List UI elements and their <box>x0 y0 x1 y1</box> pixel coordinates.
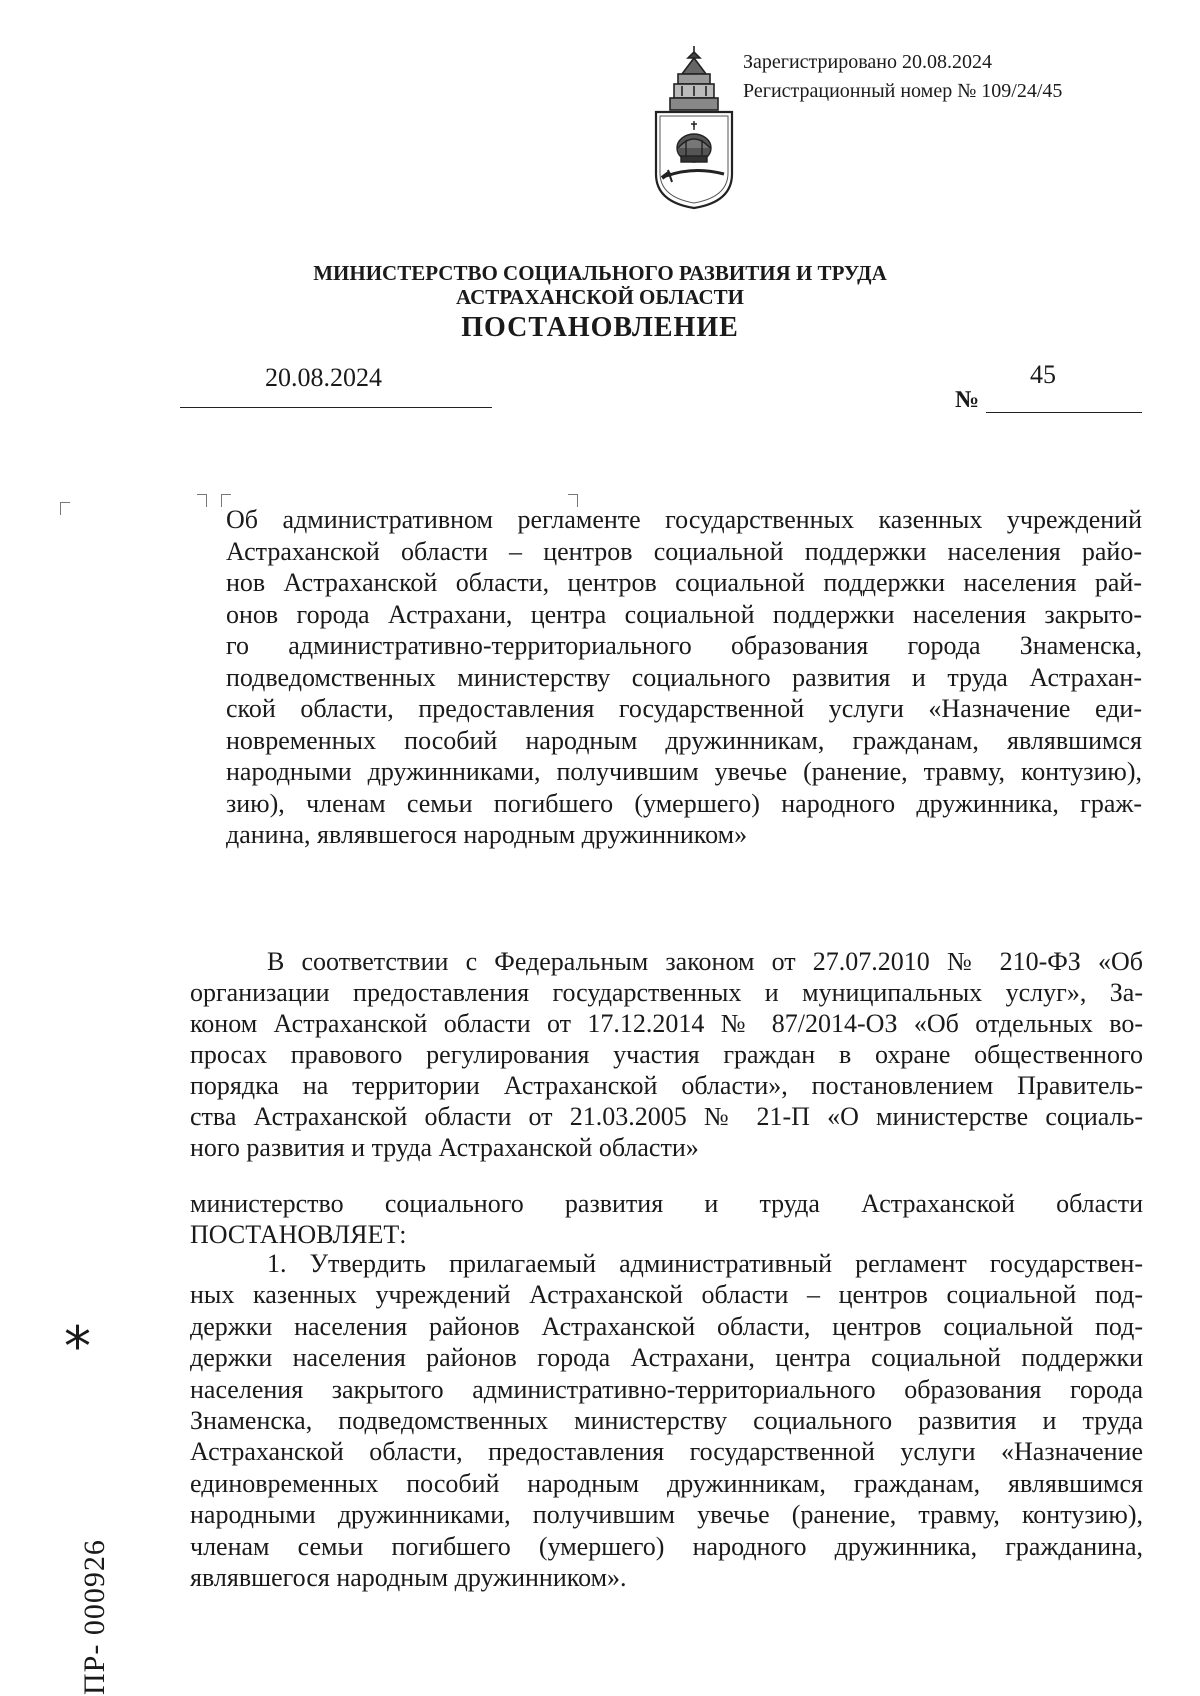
title-corner-mark <box>60 502 70 515</box>
resolves-keyword: ПОСТАНОВЛЯЕТ: <box>190 1220 407 1249</box>
number-sign: № <box>955 387 980 413</box>
title-line: нов Астраханской области, центров социальной поддержки населения рай- <box>226 568 1142 597</box>
document-title <box>226 504 1142 851</box>
document-serial-stamp: ПР- 000926 <box>78 1539 111 1695</box>
number-underline <box>986 412 1142 413</box>
preamble-paragraph <box>190 946 1143 1163</box>
document-date: 20.08.2024 <box>265 363 382 392</box>
document-number: 45 <box>1030 360 1056 389</box>
title-line: подведомственных министерству социального развития и труда Астрахан- <box>226 662 1142 692</box>
document-type: ПОСТАНОВЛЕНИЕ <box>461 312 739 343</box>
title-line: новременных пособий народным дружинникам, гражданам, являвшимся <box>226 725 1142 755</box>
clause-line: ных казенных учреждений Астраханской области – центров социальной под- <box>190 1280 1143 1310</box>
title-line: ской области, предоставления государственной услуги «Назначение еди- <box>226 694 1142 723</box>
clause-item-1 <box>190 1248 1143 1593</box>
preamble-line: коном Астраханской области от 17.12.2014 № 87/2014-ОЗ «Об отдельных во- <box>190 1009 1143 1038</box>
resolves-clause <box>190 1188 1143 1250</box>
preamble-line: ства Астраханской области от 21.03.2005 № 21-П «О министерстве социаль- <box>190 1102 1143 1131</box>
date-underline <box>180 407 492 408</box>
title-line: Астраханской области – центров социальной поддержки населения райо- <box>226 536 1142 566</box>
title-corner-mark <box>197 494 207 507</box>
clause-line: Астраханской области, предоставления государственной услуги «Назначение <box>190 1437 1143 1467</box>
preamble-line: организации предоставления государственных и муниципальных услуг», За- <box>190 978 1143 1007</box>
registration-stamp <box>743 48 1062 106</box>
resolves-line: министерство социального развития и труда Астраханской области <box>190 1189 1143 1218</box>
clause-line: членам семьи погибшего (умершего) народного дружинника, гражданина, <box>190 1531 1143 1561</box>
coat-of-arms-icon <box>648 44 740 210</box>
clause-line: Знаменска, подведомственных министерству социального развития и труда <box>190 1406 1143 1436</box>
clause-line: являвшегося народным дружинником». <box>190 1563 627 1593</box>
ministry-name-line1: МИНИСТЕРСТВО СОЦИАЛЬНОГО РАЗВИТИЯ И ТРУДА <box>313 261 887 285</box>
preamble-line: просах правового регулирования участия граждан в охране общественного <box>190 1040 1143 1069</box>
clause-line: народными дружинниками, получившим увечье (ранение, травму, контузию), <box>190 1500 1143 1530</box>
clause-line: держки населения районов Астраханской области, центров социальной под- <box>190 1311 1143 1341</box>
ministry-name-line2: АСТРАХАНСКОЙ ОБЛАСТИ <box>455 285 745 309</box>
title-line: Об административном регламенте государственных казенных учреждений <box>226 505 1142 534</box>
asterisk-mark: * <box>64 1315 91 1378</box>
preamble-line: ного развития и труда Астраханской области» <box>190 1133 699 1162</box>
preamble-line: порядка на территории Астраханской области», постановлением Правитель- <box>190 1071 1143 1100</box>
clause-line: единовременных пособий народным дружинникам, гражданам, являвшимся <box>190 1468 1143 1498</box>
title-line: го административно-территориального образования города Знаменска, <box>226 631 1142 660</box>
title-line: народными дружинниками, получившим увечье (ранение, травму, контузию), <box>226 757 1142 786</box>
clause-line: населения закрытого административно-территориального образования города <box>190 1374 1143 1404</box>
preamble-line: В соответствии с Федеральным законом от 27.07.2010 № 210-ФЗ «Об <box>267 947 1143 976</box>
title-line: онов города Астрахани, центра социальной поддержки населения закрыто- <box>226 599 1142 629</box>
clause-line: 1. Утвердить прилагаемый административный регламент государствен- <box>267 1249 1143 1278</box>
registration-date: Зарегистрировано 20.08.2024 <box>743 51 993 73</box>
title-line: зию), членам семьи погибшего (умершего) народного дружинника, граж- <box>226 788 1142 818</box>
title-line: данина, являвшегося народным дружинником» <box>226 820 748 849</box>
clause-line: держки населения районов города Астрахани, центра социальной поддержки <box>190 1343 1143 1373</box>
registration-number: Регистрационный номер № 109/24/45 <box>743 80 1063 102</box>
